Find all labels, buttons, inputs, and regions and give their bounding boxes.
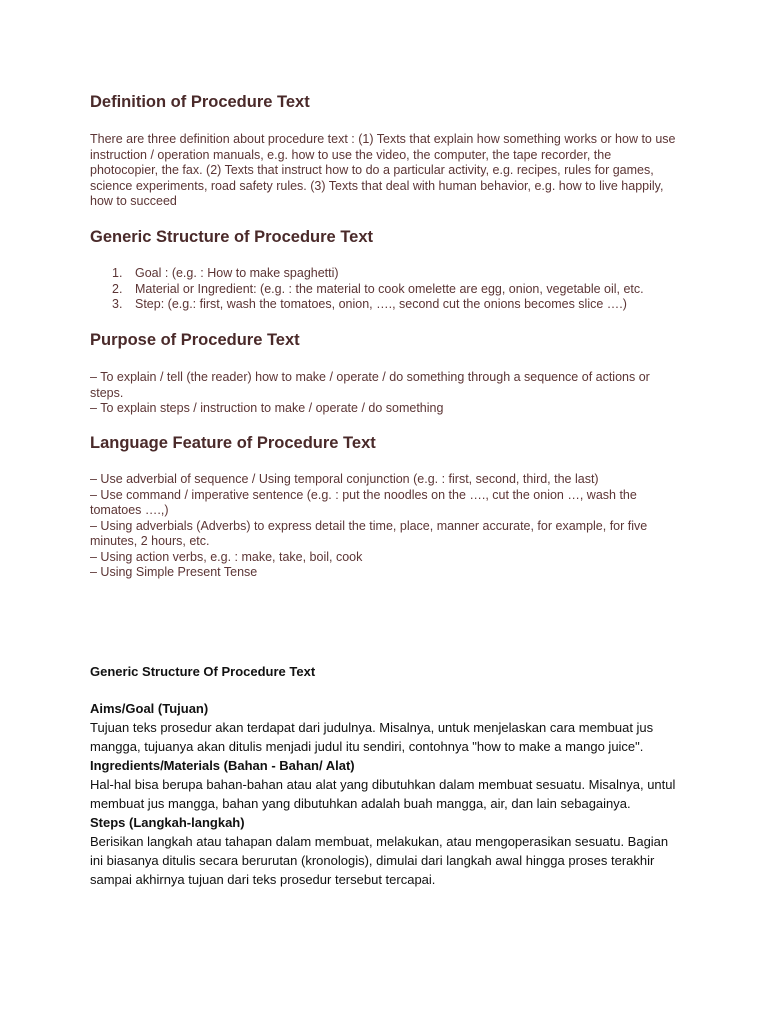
list-item-text: Material or Ingredient: (e.g. : the material to cook omelette are egg, onion, vegetable oil, etc. xyxy=(135,281,644,296)
list-item-text: Step: (e.g.: first, wash the tomatoes, onion, …., second cut the onions becomes slice ….) xyxy=(135,297,627,311)
language-line: – Use command / imperative sentence (e.g. : put the noodles on the …., cut the onion …, wash the tomatoes ….,) xyxy=(90,487,637,517)
list-item xyxy=(90,297,680,313)
steps-text: Berisikan langkah atau tahapan dalam membuat, melakukan, atau mengoperasikan sesuatu. Bagian ini biasanya ditulis secara berurutan (kronologis), dimulai dari langkah awal hingga proses terakhir sampai akhirnya tujuan dari teks prosedur tersebut tercapai. xyxy=(90,834,669,887)
definition-heading: Definition of Procedure Text xyxy=(90,93,310,111)
purpose-line: – To explain steps / instruction to make / operate / do something xyxy=(90,401,444,415)
section-title: Generic Structure Of Procedure Text xyxy=(90,664,316,679)
generic-structure-list xyxy=(90,266,680,313)
list-number: 1. xyxy=(112,266,123,280)
purpose-heading: Purpose of Procedure Text xyxy=(90,331,300,349)
aims-title: Aims/Goal (Tujuan) xyxy=(90,701,209,716)
purpose-paragraph xyxy=(90,370,680,417)
list-item-text: Goal : (e.g. : How to make spaghetti) xyxy=(135,266,339,280)
language-line: – Using adverbials (Adverbs) to express detail the time, place, manner accurate, for example, for five minutes, 2 hours, etc. xyxy=(90,518,648,548)
steps-title: Steps (Langkah-langkah) xyxy=(90,815,245,830)
language-line: – Using Simple Present Tense xyxy=(90,565,258,579)
list-item xyxy=(90,266,680,282)
language-line: – Use adverbial of sequence / Using temporal conjunction (e.g. : first, second, third, the last) xyxy=(90,472,599,486)
list-number: 3. xyxy=(112,297,123,311)
definition-paragraph: There are three definition about procedure text : (1) Texts that explain how something works or how to use instruction / operation manuals, e.g. how to use the video, the computer, the tape recorder, the photocopier, the fax. (2) Texts that instruct how to do a particular activity, e.g. recipes, rules for games, science experiments, road safety rules. (3) Texts that deal with human behavior, e.g. how to live happily, how to succeed xyxy=(90,132,676,208)
list-item xyxy=(90,282,680,298)
ingredients-title: Ingredients/Materials (Bahan - Bahan/ Alat) xyxy=(90,758,355,773)
ingredients-text: Hal-hal bisa berupa bahan-bahan atau alat yang dibutuhkan dalam membuat sesuatu. Misalnya, untul membuat jus mangga, bahan yang dibutuhkan adalah buah mangga, air, dan lain sebagainya. xyxy=(90,777,676,811)
language-feature-paragraph xyxy=(90,472,680,581)
language-feature-heading: Language Feature of Procedure Text xyxy=(90,434,376,452)
generic-structure-heading: Generic Structure of Procedure Text xyxy=(90,228,374,246)
language-line: – Using action verbs, e.g. : make, take, boil, cook xyxy=(90,549,363,564)
aims-text: Tujuan teks prosedur akan terdapat dari judulnya. Misalnya, untuk menjelaskan cara membuat jus mangga, tujuanya akan ditulis menjadi judul itu sendiri, contohnya "how to make a mango juice". xyxy=(90,720,654,754)
list-number: 2. xyxy=(112,281,123,296)
generic-structure-id-section xyxy=(90,662,680,889)
purpose-line: – To explain / tell (the reader) how to make / operate / do something through a sequence of actions or steps. xyxy=(90,370,650,400)
